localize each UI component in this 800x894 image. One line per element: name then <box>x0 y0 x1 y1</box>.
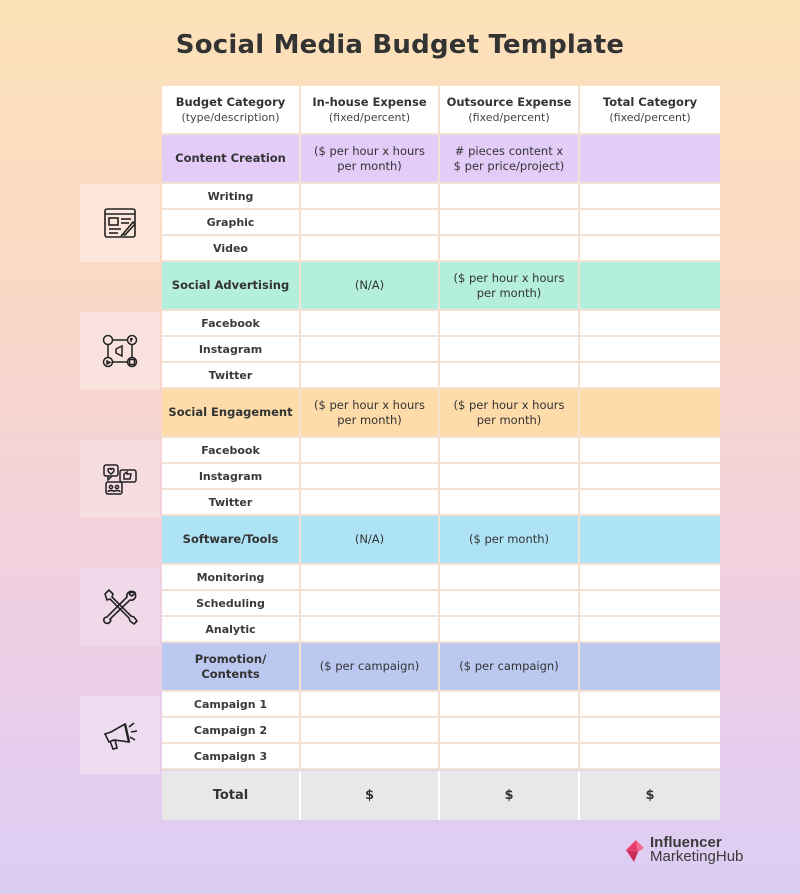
header-sub: (fixed/percent) <box>328 110 411 124</box>
section-total <box>580 516 720 565</box>
section-inhouse: ($ per hour x hours per month) <box>301 389 440 438</box>
item-label: Campaign 1 <box>162 692 301 718</box>
total-input-cell[interactable] <box>580 744 720 770</box>
outsource-input-cell[interactable] <box>440 210 580 236</box>
section-outsource: ($ per hour x hours per month) <box>440 262 580 311</box>
inhouse-input-cell[interactable] <box>301 363 440 389</box>
inhouse-input-cell[interactable] <box>301 565 440 591</box>
table-row <box>162 311 720 337</box>
outsource-input-cell[interactable] <box>440 565 580 591</box>
budget-table <box>162 86 720 820</box>
outsource-input-cell[interactable] <box>440 184 580 210</box>
section-label: Software/Tools <box>162 516 301 565</box>
section-social-advertising <box>162 262 720 311</box>
total-input-cell[interactable] <box>580 490 720 516</box>
engagement-icon <box>80 440 160 518</box>
inhouse-input-cell[interactable] <box>301 464 440 490</box>
section-label: Social Engagement <box>162 389 301 438</box>
total-input-cell[interactable] <box>580 591 720 617</box>
total-input-cell[interactable] <box>580 184 720 210</box>
section-outsource: # pieces content x $ per price/project) <box>440 135 580 184</box>
section-software-tools <box>162 516 720 565</box>
section-outsource: ($ per campaign) <box>440 643 580 692</box>
section-label: Promotion/ Contents <box>162 643 301 692</box>
table-row <box>162 363 720 389</box>
table-row <box>162 565 720 591</box>
header-label: Outsource Expense <box>446 94 572 109</box>
total-input-cell[interactable] <box>580 718 720 744</box>
inhouse-input-cell[interactable] <box>301 311 440 337</box>
total-input-cell[interactable] <box>580 565 720 591</box>
section-inhouse: (N/A) <box>301 262 440 311</box>
header-sub: (fixed/percent) <box>609 110 691 124</box>
inhouse-input-cell[interactable] <box>301 490 440 516</box>
item-label: Facebook <box>162 438 301 464</box>
section-social-engagement <box>162 389 720 438</box>
table-row <box>162 591 720 617</box>
item-label: Twitter <box>162 490 301 516</box>
section-promotion-contents <box>162 643 720 692</box>
header-budget-category <box>162 86 301 135</box>
header-sub: (fixed/percent) <box>468 110 550 124</box>
inhouse-input-cell[interactable] <box>301 718 440 744</box>
section-label: Social Advertising <box>162 262 301 311</box>
total-input-cell[interactable] <box>580 210 720 236</box>
outsource-input-cell[interactable] <box>440 617 580 643</box>
inhouse-input-cell[interactable] <box>301 438 440 464</box>
header-total <box>580 86 720 135</box>
section-outsource: ($ per month) <box>440 516 580 565</box>
item-label: Monitoring <box>162 565 301 591</box>
section-label: Content Creation <box>162 135 301 184</box>
inhouse-input-cell[interactable] <box>301 744 440 770</box>
outsource-input-cell[interactable] <box>440 464 580 490</box>
table-row <box>162 464 720 490</box>
content-writing-icon <box>80 184 160 262</box>
outsource-input-cell[interactable] <box>440 744 580 770</box>
table-row <box>162 718 720 744</box>
total-input-cell[interactable] <box>580 464 720 490</box>
section-total <box>580 389 720 438</box>
table-row <box>162 692 720 718</box>
total-input-cell[interactable] <box>580 363 720 389</box>
item-label: Writing <box>162 184 301 210</box>
item-label: Instagram <box>162 337 301 363</box>
item-label: Graphic <box>162 210 301 236</box>
section-inhouse: ($ per hour x hours per month) <box>301 135 440 184</box>
total-outsource: $ <box>440 771 580 820</box>
section-outsource: ($ per hour x hours per month) <box>440 389 580 438</box>
inhouse-input-cell[interactable] <box>301 236 440 262</box>
item-label: Campaign 2 <box>162 718 301 744</box>
page-title: Social Media Budget Template <box>175 30 625 60</box>
total-inhouse: $ <box>301 771 440 820</box>
table-header <box>162 86 720 135</box>
megaphone-icon <box>80 696 160 774</box>
total-input-cell[interactable] <box>580 311 720 337</box>
table-row <box>162 744 720 770</box>
header-label: In-house Expense <box>312 94 427 109</box>
outsource-input-cell[interactable] <box>440 490 580 516</box>
inhouse-input-cell[interactable] <box>301 184 440 210</box>
item-label: Analytic <box>162 617 301 643</box>
header-outsource <box>440 86 580 135</box>
inhouse-input-cell[interactable] <box>301 591 440 617</box>
inhouse-input-cell[interactable] <box>301 210 440 236</box>
item-label: Scheduling <box>162 591 301 617</box>
section-total <box>580 262 720 311</box>
outsource-input-cell[interactable] <box>440 311 580 337</box>
outsource-input-cell[interactable] <box>440 363 580 389</box>
item-label: Twitter <box>162 363 301 389</box>
total-input-cell[interactable] <box>580 438 720 464</box>
total-input-cell[interactable] <box>580 692 720 718</box>
total-input-cell[interactable] <box>580 617 720 643</box>
section-inhouse: (N/A) <box>301 516 440 565</box>
item-label: Campaign 3 <box>162 744 301 770</box>
header-inhouse <box>301 86 440 135</box>
item-label: Video <box>162 236 301 262</box>
section-inhouse: ($ per campaign) <box>301 643 440 692</box>
inhouse-input-cell[interactable] <box>301 692 440 718</box>
outsource-input-cell[interactable] <box>440 438 580 464</box>
outsource-input-cell[interactable] <box>440 236 580 262</box>
inhouse-input-cell[interactable] <box>301 337 440 363</box>
item-label: Instagram <box>162 464 301 490</box>
section-total <box>580 135 720 184</box>
section-total <box>580 643 720 692</box>
logo-line-2: MarketingHub <box>650 848 744 865</box>
header-label: Total Category <box>602 94 698 109</box>
section-content-creation <box>162 135 720 184</box>
total-total: $ <box>580 771 720 820</box>
outsource-input-cell[interactable] <box>440 718 580 744</box>
logo-line-1: Influencer <box>650 834 722 851</box>
total-input-cell[interactable] <box>580 236 720 262</box>
table-row <box>162 438 720 464</box>
influencer-marketing-hub-logo-icon <box>624 836 646 864</box>
outsource-input-cell[interactable] <box>440 692 580 718</box>
table-row <box>162 337 720 363</box>
social-networks-icon <box>80 312 160 390</box>
outsource-input-cell[interactable] <box>440 591 580 617</box>
table-row <box>162 210 720 236</box>
total-label: Total <box>162 771 301 820</box>
outsource-input-cell[interactable] <box>440 337 580 363</box>
table-row <box>162 236 720 262</box>
header-sub: (type/description) <box>181 110 280 124</box>
table-row <box>162 617 720 643</box>
influencer-marketing-hub-logo <box>624 836 743 864</box>
total-input-cell[interactable] <box>580 337 720 363</box>
header-label: Budget Category <box>175 94 286 109</box>
table-row <box>162 184 720 210</box>
inhouse-input-cell[interactable] <box>301 617 440 643</box>
item-label: Facebook <box>162 311 301 337</box>
tools-icon <box>80 568 160 646</box>
table-row <box>162 490 720 516</box>
total-row <box>162 771 720 820</box>
